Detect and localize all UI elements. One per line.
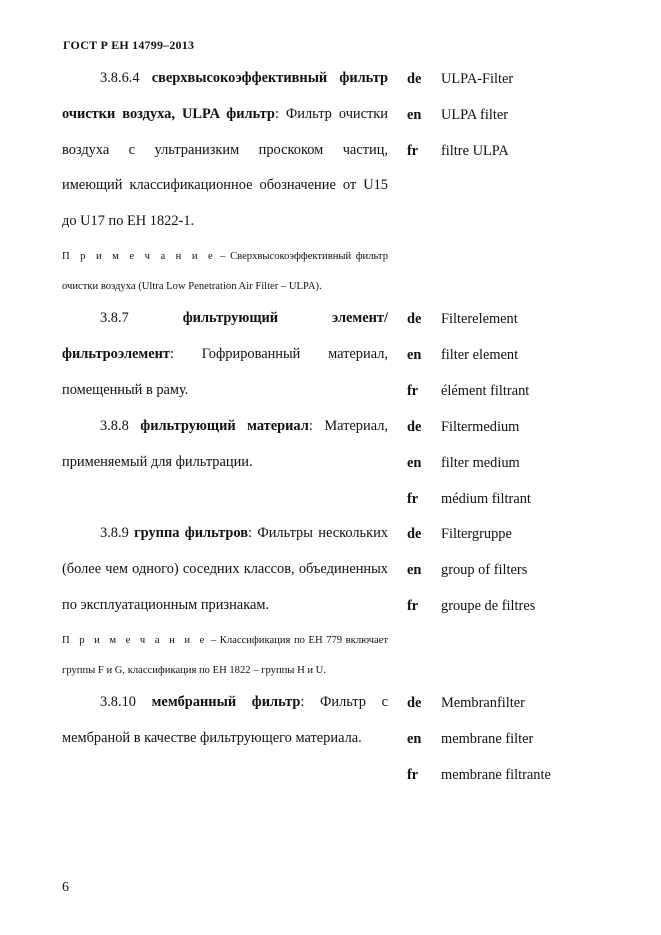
lang-de: de xyxy=(407,526,422,542)
term-definition: : Фильтр с мембраной в качестве фильтрующего материала. xyxy=(62,694,388,746)
lang-en: en xyxy=(407,455,422,471)
term-number: 3.8.6.4 xyxy=(100,70,140,86)
lang-de: de xyxy=(407,419,422,435)
equivalent-de: ULPA-Filter xyxy=(441,71,514,87)
term-definition: : Фильтр очистки воздуха с ультранизким проскоком частиц, имеющий классификационное обозначение от U15 до U17 по ЕН 1822-1. xyxy=(62,105,389,230)
equivalent-fr: médium filtrant xyxy=(441,491,531,507)
lang-fr: fr xyxy=(407,383,419,399)
note-text: – Сверхвысокоэффективный фильтр очистки воздуха (Ultra Low Penetration Air Filter – ULPA). xyxy=(62,251,388,292)
equivalent-de: Filterelement xyxy=(441,311,518,327)
page-number: 6 xyxy=(62,880,69,895)
term-name: мембранный фильтр xyxy=(151,694,301,710)
note-label: П р и м е ч а н и е xyxy=(62,635,208,646)
term-definition: : Материал, применяемый для фильтрации. xyxy=(62,418,388,470)
lang-de: de xyxy=(407,311,422,327)
term-number: 3.8.9 xyxy=(100,525,129,541)
lang-fr: fr xyxy=(407,491,419,507)
lang-fr: fr xyxy=(407,143,419,159)
term-number: 3.8.7 xyxy=(100,310,129,326)
term-entry-3-8-7 xyxy=(62,301,388,408)
lang-fr: fr xyxy=(407,767,419,783)
equivalent-fr: élément filtrant xyxy=(441,383,530,399)
equivalent-en: membrane filter xyxy=(441,731,534,747)
term-entry-3-8-9 xyxy=(62,516,388,623)
lang-en: en xyxy=(407,107,422,123)
lang-en: en xyxy=(407,562,422,578)
equivalent-en: filter medium xyxy=(441,455,520,471)
lang-fr: fr xyxy=(407,598,419,614)
equivalent-en: group of filters xyxy=(441,562,528,578)
term-number: 3.8.8 xyxy=(100,418,129,434)
equivalent-en: filter element xyxy=(441,347,519,363)
equivalent-de: Filtermedium xyxy=(441,419,520,435)
document-header: ГОСТ Р ЕН 14799–2013 xyxy=(63,38,195,52)
equivalent-de: Membranfilter xyxy=(441,695,525,711)
term-name: сверхвысокоэффективный фильтр очистки воздуха, ULPA фильтр xyxy=(62,70,388,122)
term-name: группа фильтров xyxy=(134,525,248,541)
term-name: фильтрующий элемент/фильтроэлемент xyxy=(62,310,388,362)
lang-de: de xyxy=(407,695,422,711)
equivalent-fr: membrane filtrante xyxy=(441,767,551,783)
lang-en: en xyxy=(407,347,422,363)
note-label: П р и м е ч а н и е xyxy=(62,251,216,262)
term-note-3-8-6-4 xyxy=(62,242,388,302)
equivalent-de: Filtergruppe xyxy=(441,526,512,542)
term-name: фильтрующий материал xyxy=(140,418,309,434)
equivalent-fr: groupe de filtres xyxy=(441,598,536,614)
lang-en: en xyxy=(407,731,422,747)
term-note-3-8-9 xyxy=(62,626,388,686)
note-text: – Классификация по ЕН 779 включает группы F и G, классификация по ЕН 1822 – группы H и U. xyxy=(62,635,388,676)
term-definition: : Гофрированный материал, помещенный в раму. xyxy=(62,345,388,398)
equivalent-en: ULPA filter xyxy=(441,107,509,123)
equivalent-fr: filtre ULPA xyxy=(441,143,509,159)
term-number: 3.8.10 xyxy=(100,694,136,710)
term-definition: : Фильтры нескольких (более чем одного) соседних классов, объединенных по эксплуатационным признакам. xyxy=(62,525,388,613)
lang-de: de xyxy=(407,71,422,87)
term-entry-3-8-10 xyxy=(62,685,388,757)
term-entry-3-8-8 xyxy=(62,409,388,481)
term-entry-3-8-6-4 xyxy=(62,61,388,240)
